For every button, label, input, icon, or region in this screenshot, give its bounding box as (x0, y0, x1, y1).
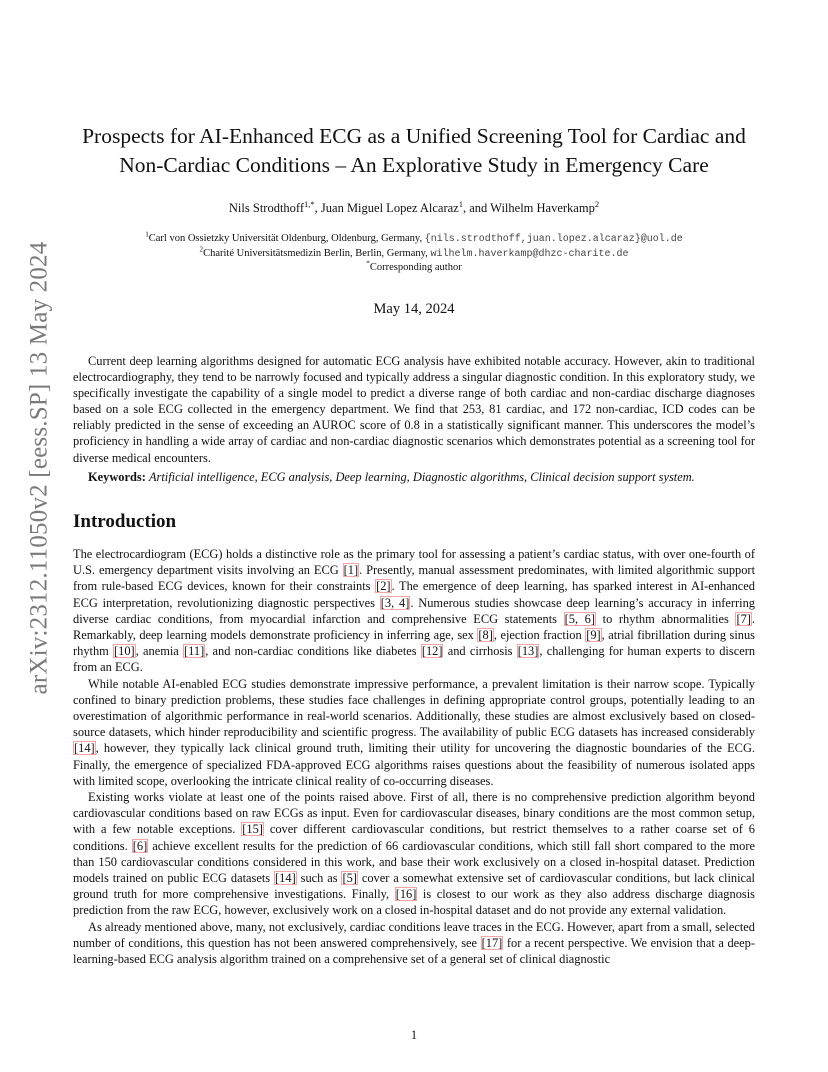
affiliation-mark: 1 (145, 230, 149, 239)
affiliation-email[interactable]: {nils.strodthoff,juan.lopez.alcaraz}@uol.de (424, 234, 683, 245)
introduction-body (73, 546, 755, 967)
author-name: Juan Miguel Lopez Alcaraz (320, 201, 459, 215)
citation-link[interactable]: [5] (342, 871, 357, 886)
body-text: . The emergence of deep learning, has sparked interest in AI-enhanced ECG interpretation, revolutionizing diagnostic perspectives (73, 579, 755, 610)
body-text: achieve excellent results for the prediction of 66 cardiovascular conditions, which still fall short compared to the more than 150 cardiovascular conditions considered in this work, and base their work exclusively on a closed in-hospital dataset. Prediction models trained on public ECG datasets (73, 838, 755, 886)
body-text: . Presently, manual assessment predominates, with limited algorithmic support from rule-based ECG devices, known for their constraints (73, 563, 756, 594)
author-name: Nils Strodthoff (228, 201, 305, 215)
affiliation-mark: * (366, 259, 370, 268)
body-text: As already mentioned above, many, not exclusively, cardiac conditions leave traces in the ECG. However, apart from a small, selected number of conditions, this question has not been answered comprehensively, see (73, 919, 755, 950)
body-text: to rhythm abnormalities (596, 611, 736, 626)
citation-link[interactable]: [3, 4] (380, 595, 410, 610)
section-heading-introduction: Introduction (73, 511, 177, 532)
affiliation-text: Charité Universitätsmedizin Berlin, Berlin, Germany, (203, 247, 431, 259)
citation-link[interactable]: [10] (114, 644, 135, 659)
body-text: and cirrhosis (443, 644, 517, 659)
author-list (60, 198, 768, 216)
keywords-list: Artificial intelligence, ECG analysis, Deep learning, Diagnostic algorithms, Clinical decision support system. (148, 470, 695, 484)
affiliation-line (60, 232, 768, 247)
abstract: Current deep learning algorithms designed for automatic ECG analysis have exhibited notable accuracy. However, akin to traditional electrocardiography, they tend to be narrowly focused and typically address a singular diagnostic condition. In this exploratory study, we specifically investigate the capability of a single model to predict a diverse range of both cardiac and non-cardiac discharge diagnoses based on a sole ECG collected in the emergency department. We find that 253, 81 cardiac, and 172 non-cardiac, ICD codes can be reliably predicted in the sense of exceeding an AUROC score of 0.8 in a statistically significant manner. This underscores the model’s proficiency in handling a wide array of cardiac and non-cardiac diagnostic scenarios which demonstrates potential as a screening tool for diverse medical encounters. (73, 354, 755, 465)
body-text: , however, they typically lack clinical ground truth, limiting their utility for uncovering the diagnostic boundaries of the ECG. Finally, the emergence of specialized FDA-approved ECG algorithms raises questions about the feasibility of numerous isolated apps with limited scope, overlooking the intricate clinical reality of co-occurring diseases. (73, 741, 755, 788)
body-paragraph (73, 789, 755, 919)
citation-link[interactable]: [17] (481, 935, 503, 950)
citation-link[interactable]: [13] (517, 644, 539, 659)
affiliation-text: Carl von Ossietzky Universität Oldenburg, Oldenburg, Germany, (148, 233, 425, 244)
corresponding-author-note (60, 261, 768, 275)
body-text: , and non-cardiac conditions like diabetes (205, 644, 421, 659)
body-text: for a recent perspective. We envision that a deep-learning-based ECG analysis algorithm trained on a comprehensive set of a general set of clinical diagnostic (73, 935, 755, 967)
citation-link[interactable]: [1] (343, 563, 359, 578)
affiliation-mark: 2 (199, 245, 204, 253)
citation-link[interactable]: [5, 6] (564, 611, 596, 626)
citation-link[interactable]: [7] (736, 611, 751, 626)
body-text: . Remarkably, deep learning models demonstrate proficiency in inferring age, sex (73, 611, 756, 643)
author-affiliation-mark: 1,* (304, 198, 315, 209)
author-separator: , (314, 201, 321, 215)
body-text: , atrial fibrillation during sinus rhythm (73, 628, 756, 659)
affiliation-line (60, 247, 768, 262)
citation-link[interactable]: [15] (242, 822, 263, 837)
body-text: While notable AI-enabled ECG studies demonstrate impressive performance, a prevalent limitation is their narrow scope. Typically confined to binary prediction problems, these studies face challenges in defining appropriate control groups, potentially leading to an overestimation of algorithmic performance in real-world scenarios. Additionally, these studies are almost exclusively based on closed-source datasets, which hinder reproducibility and scientific progress. The availability of public ECG datasets has increased considerably (73, 676, 755, 740)
citation-link[interactable]: [8] (478, 628, 493, 643)
body-text: cover different cardiovascular conditions, but restrict themselves to a rather coarse set of 6 conditions. (73, 822, 755, 853)
body-paragraph (73, 546, 755, 676)
author-affiliation-mark: 1 (458, 198, 463, 209)
citation-link[interactable]: [14] (275, 871, 296, 886)
body-text: . Numerous studies showcase deep learning’s accuracy in inferring diverse cardiac conditions, from myocardial infarction and comprehensive ECG statements (73, 595, 755, 626)
citation-link[interactable]: [11] (184, 644, 205, 659)
citation-link[interactable]: [16] (395, 887, 417, 902)
author-separator: , and (462, 201, 491, 215)
citation-link[interactable]: [12] (421, 644, 443, 659)
body-text: such as (296, 871, 342, 886)
body-text: , anemia (135, 644, 184, 659)
page-number: 1 (410, 1028, 418, 1042)
body-text: cover a somewhat extensive set of cardiovascular conditions, but lack clinical ground truth for more comprehensive investigations. Finally, (73, 871, 756, 902)
body-paragraph (73, 919, 755, 968)
body-text: is closest to our work as they also address discharge diagnosis prediction from the raw ECG, however, exclusively work on a closed in-hospital dataset and do not provide any external validation. (73, 887, 755, 918)
body-text: , challenging for human experts to discern from an ECG. (73, 644, 756, 675)
citation-link[interactable]: [14] (74, 741, 95, 756)
citation-link[interactable]: [2] (376, 579, 391, 594)
paper-title: Prospects for AI-Enhanced ECG as a Unified Screening Tool for Cardiac and Non-Cardiac Conditions – An Explorative Study in Emergency Care (82, 124, 746, 177)
publication-date: May 14, 2024 (373, 301, 455, 317)
affiliation-email[interactable]: wilhelm.haverkamp@dhzc-charite.de (430, 248, 629, 260)
body-text: , ejection fraction (493, 628, 586, 643)
affiliation-text: Corresponding author (369, 262, 462, 273)
keywords-label: Keywords: (88, 470, 146, 484)
arxiv-identifier-sidebar (22, 241, 56, 695)
keywords (73, 469, 755, 485)
arxiv-identifier-text: arXiv:2312.11050v2 [eess.SP] 13 May 2024 (25, 241, 52, 695)
affiliations (60, 232, 768, 275)
author-affiliation-mark: 2 (594, 198, 600, 209)
body-paragraph (73, 676, 755, 789)
citation-link[interactable]: [9] (586, 628, 601, 643)
citation-link[interactable]: [6] (132, 838, 148, 853)
author-name: Wilhelm Haverkamp (490, 201, 595, 215)
body-text: The electrocardiogram (ECG) holds a distinctive role as the primary tool for assessing a patient’s cardiac status, with over one-fourth of U.S. emergency department visits involving an ECG (73, 547, 755, 578)
body-text: Existing works violate at least one of the points raised above. First of all, there is no comprehensive prediction algorithm beyond cardiovascular conditions based on raw ECGs as input. Even for cardiovascular diseases, binary conditions are the most common setup, with a few notable exceptions. (73, 790, 755, 837)
